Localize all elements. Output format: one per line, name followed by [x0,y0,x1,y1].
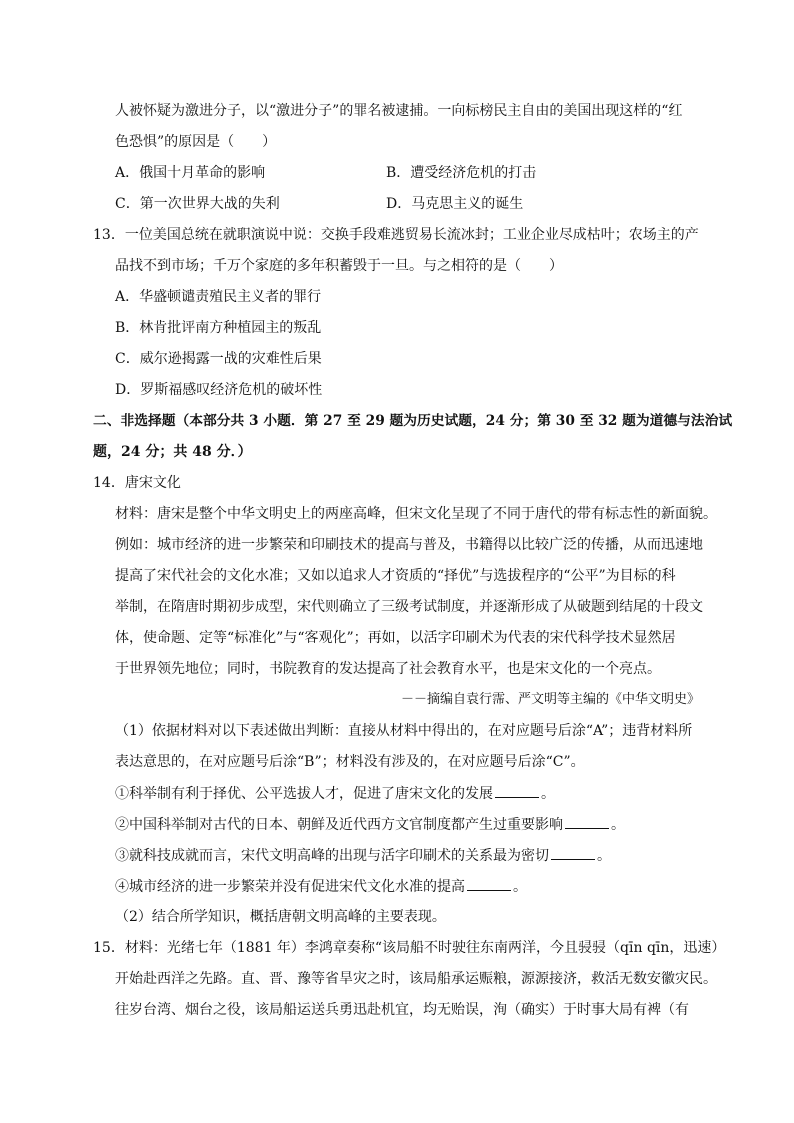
q13-stem-line-2: 品找不到市场；千万个家庭的多年积蓄毁于一旦。与之相符的是（ ） [115,258,563,274]
section-2-heading-line-1: 二、非选择题（本部分共 3 小题．第 27 至 29 题为历史试题，24 分；第 30 至 32 题为道德与法治试 [93,413,733,429]
judgment-statement: ③就科技成就而言，宋代文明高峰的出现与活字印刷术的关系最为密切 [115,848,549,864]
q13-option-a: A．华盛顿谴责殖民主义者的罪行 [115,289,322,305]
q12-option-b: B．遭受经济危机的打击 [386,165,537,181]
q12-option-c: C．第一次世界大战的失利 [115,196,280,212]
judgment-statement: ④城市经济的进一步繁荣并没有促进宋代文化水准的提高 [115,879,465,895]
q14-material-line: 例如：城市经济的进一步繁荣和印刷技术的提高与普及，书籍得以比较广泛的传播，从而迅速地 [115,537,703,553]
q14-material-line: 体，使命题、定等“标准化”与“客观化”；再如，以活字印刷术为代表的宋代科学技术显然居 [115,630,676,646]
period: 。 [597,848,611,864]
section-2-heading-line-2: 题，24 分；共 48 分．） [93,444,252,460]
q14-material-line: 举制，在隋唐时期初步成型，宋代则确立了三级考试制度，并逐渐形成了从破题到结尾的十段文 [115,599,703,615]
q12-option-d: D．马克思主义的诞生 [386,196,524,212]
period: 。 [513,879,527,895]
q14-judgment-item-2 [115,814,625,835]
q13-option-d: D．罗斯福感叹经济危机的破坏性 [115,382,323,398]
q14-title: 14．唐宋文化 [93,475,181,491]
q15-material-line-1: 15．材料：光绪七年（1881 年）李鸿章奏称“该局船不时驶往东南两洋，今且骎骎（qīn qīn，迅速） [93,940,726,956]
answer-blank[interactable] [565,814,609,829]
q15-material-line-3: 往岁台湾、烟台之役，该局船运送兵勇迅赴机宜，均无贻误，洵（确实）于时事大局有裨（有 [115,1002,689,1018]
period: 。 [541,786,555,802]
q12-stem-line-1: 人被怀疑为激进分子，以“激进分子”的罪名被逮捕。一向标榜民主自由的美国出现这样的“红 [115,103,683,119]
q15-material-line-2: 开始赴西洋之先路。直、晋、豫等省旱灾之时，该局船承运赈粮，源源接济，救活无数安徽灾民。 [115,971,717,987]
q14-material-line: 材料：唐宋是整个中华文明史上的两座高峰，但宋文化呈现了不同于唐代的带有标志性的新面貌。 [115,506,717,522]
answer-blank[interactable] [495,783,539,798]
q14-sub1-instruction-line-2: 表达意思的，在对应题号后涂“B”；材料没有涉及的，在对应题号后涂“C”。 [115,754,585,770]
period: 。 [611,817,625,833]
judgment-statement: ②中国科举制对古代的日本、朝鲜及近代西方文官制度都产生过重要影响 [115,817,563,833]
q12-option-a: A．俄国十月革命的影响 [115,165,266,181]
q14-sub1-instruction-line-1: （1）依据材料对以下表述做出判断：直接从材料中得出的，在对应题号后涂“A”；违背材料所 [115,723,693,739]
q14-source-citation: －－摘编自袁行霈、严文明等主编的《中华文明史》 [400,692,700,707]
q14-material-line: 提高了宋代社会的文化水准；又如以追求人才资质的“择优”与选拔程序的“公平”为目标的科 [115,568,676,584]
q14-judgment-item-1 [115,783,555,804]
q13-option-c: C．威尔逊揭露一战的灾难性后果 [115,351,322,367]
q13-option-b: B．林肯批评南方种植园主的叛乱 [115,320,322,336]
q14-material-line: 于世界领先地位；同时，书院教育的发达提高了社会教育水平，也是宋文化的一个亮点。 [115,661,661,677]
q12-stem-line-2: 色恐惧”的原因是（ ） [115,134,277,150]
q13-stem-line-1: 13．一位美国总统在就职演说中说：交换手段难逃贸易长流冰封；工业企业尽成枯叶；农场主的产 [93,227,699,243]
q14-judgment-item-3 [115,845,611,866]
judgment-statement: ①科举制有利于择优、公平选拔人才，促进了唐宋文化的发展 [115,786,493,802]
answer-blank[interactable] [467,876,511,891]
q14-sub2-question: （2）结合所学知识，概括唐朝文明高峰的主要表现。 [115,909,446,925]
q14-judgment-item-4 [115,876,527,897]
answer-blank[interactable] [551,845,595,860]
